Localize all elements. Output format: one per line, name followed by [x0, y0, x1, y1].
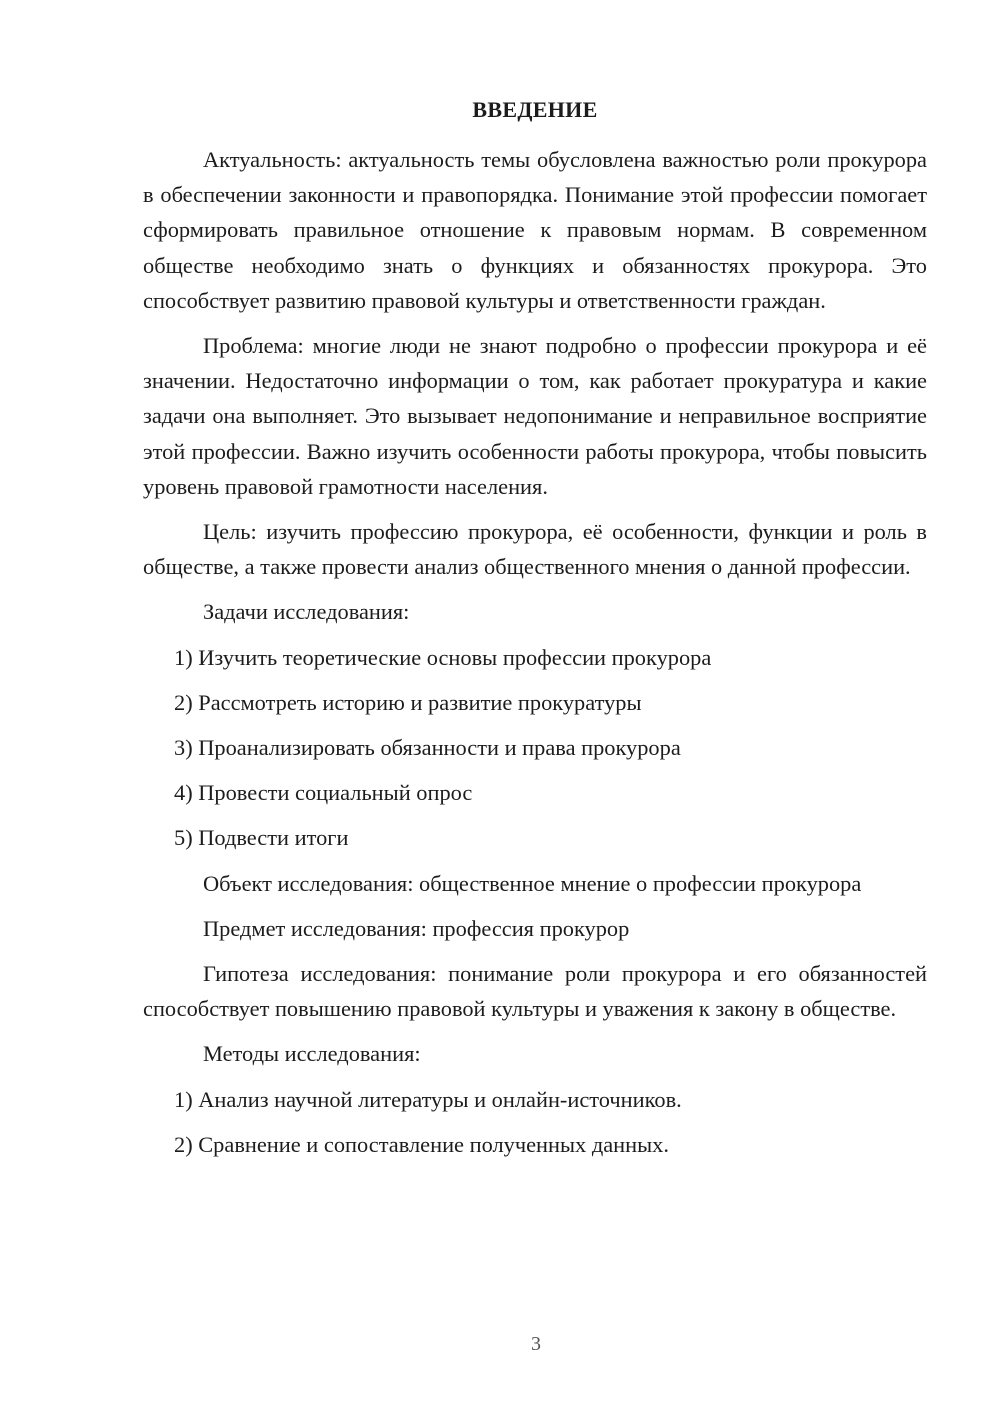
problem-paragraph: Проблема: многие люди не знают подробно о профессии прокурора и её значении. Недостаточно информации о том, как работает прокуратура и какие задачи она выполняет. Это вызывает недопонимание и неправильное восприятие этой профессии. Важно изучить особенности работы прокурора, чтобы повысить уровень правовой грамотности населения. — [143, 333, 927, 499]
tasks-list — [143, 640, 927, 856]
page-number: 3 — [531, 1333, 541, 1355]
research-object: Объект исследования: общественное мнение о профессии прокурора — [203, 870, 862, 896]
list-item: 2) Сравнение и сопоставление полученных данных. — [174, 1131, 669, 1157]
tasks-heading: Задачи исследования: — [203, 599, 410, 625]
list-item: 1) Изучить теоретические основы профессии прокурора — [174, 644, 712, 670]
goal-paragraph: Цель: изучить профессию прокурора, её особенности, функции и роль в обществе, а также провести анализ общественного мнения о данной профессии. — [143, 519, 927, 580]
list-item: 1) Анализ научной литературы и онлайн-источников. — [174, 1086, 682, 1112]
hypothesis-paragraph: Гипотеза исследования: понимание роли прокурора и его обязанностей способствует повышению правовой культуры и уважения к закону в обществе. — [143, 961, 927, 1022]
list-item: 5) Подвести итоги — [174, 825, 349, 851]
research-subject: Предмет исследования: профессия прокурор — [203, 915, 630, 941]
methods-heading: Методы исследования: — [203, 1041, 421, 1067]
relevance-paragraph: Актуальность: актуальность темы обусловлена важностью роли прокурора в обеспечении законности и правопорядка. Понимание этой профессии помогает сформировать правильное отношение к правовым нормам. В современном обществе необходимо знать о функциях и обязанностях прокурора. Это способствует развитию правовой культуры и ответственности граждан. — [143, 147, 927, 313]
list-item: 3) Проанализировать обязанности и права прокурора — [174, 735, 681, 761]
list-item: 4) Провести социальный опрос — [174, 780, 473, 806]
document-page — [143, 94, 927, 1172]
list-item: 2) Рассмотреть историю и развитие прокуратуры — [174, 689, 642, 715]
section-title: ВВЕДЕНИЕ — [472, 97, 598, 122]
methods-list — [143, 1082, 927, 1162]
